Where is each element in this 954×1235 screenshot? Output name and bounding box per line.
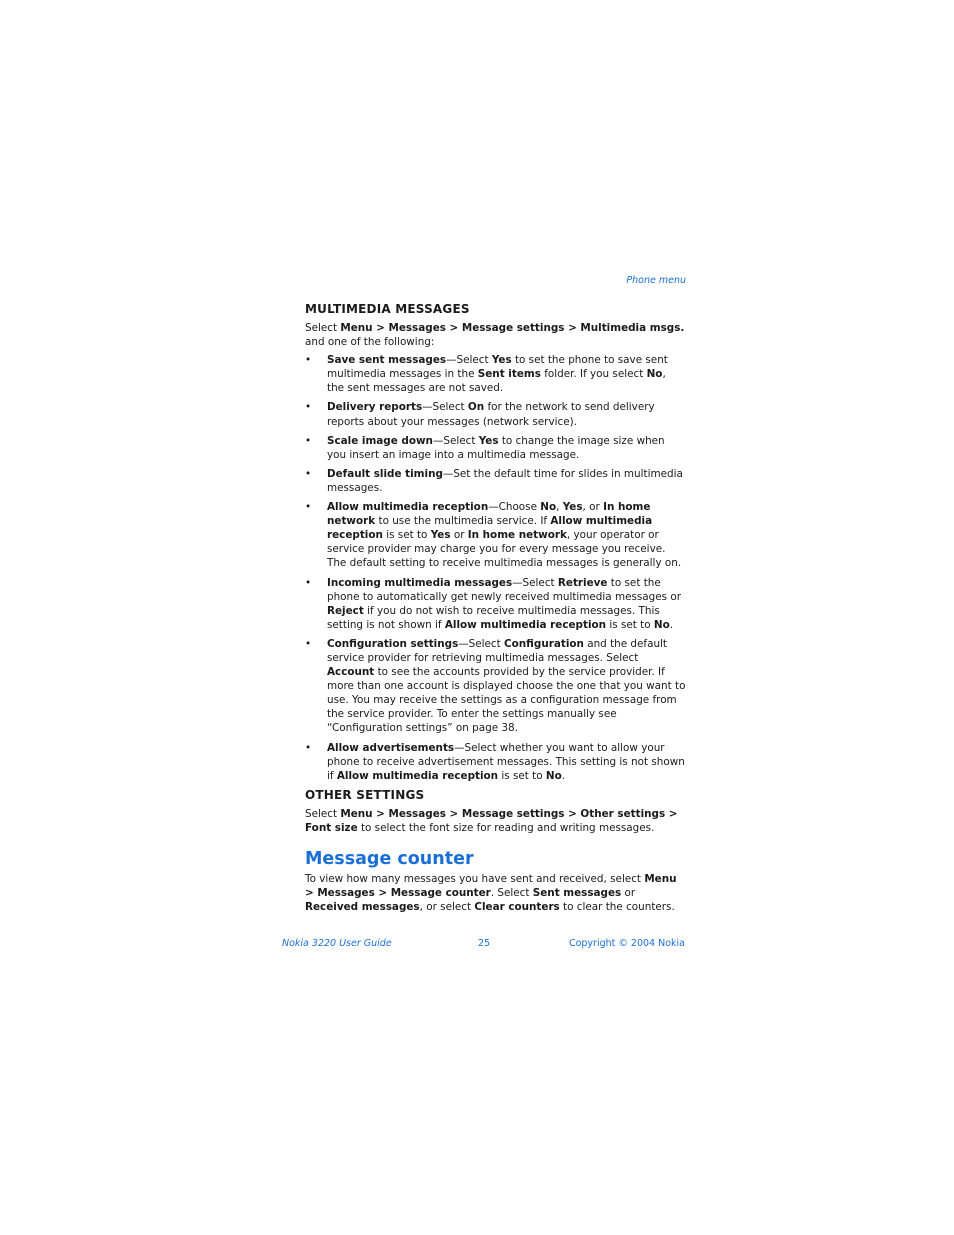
option: Yes: [491, 354, 512, 367]
option: Yes: [478, 434, 499, 447]
multimedia-settings-list: [305, 353, 686, 783]
message-counter-heading: Message counter: [305, 849, 474, 869]
option: Reject: [327, 604, 364, 617]
option: Yes: [430, 529, 451, 542]
bullet-icon: •: [305, 501, 312, 514]
running-header: Phone menu: [626, 275, 686, 286]
option: Account: [327, 666, 375, 679]
option: No: [540, 501, 557, 514]
text: to select the font size for reading and writing messages.: [357, 821, 655, 834]
text: —Select: [432, 434, 479, 447]
text: to change the image size when you insert an image into a multimedia message.: [327, 434, 665, 461]
footer-copyright: Copyright © 2004 Nokia: [568, 938, 685, 949]
text: to see the accounts provided by the service provider. If more than one account is displayed choose the one that you want to use. You may receive the settings as a configuration message from the service provider. To enter the settings manually see “Configuration settings” on page 38.: [327, 666, 686, 735]
text: —Select: [422, 401, 468, 414]
term: Scale image down: [327, 434, 433, 447]
bullet-icon: •: [305, 576, 312, 589]
text: Select: [305, 322, 341, 334]
message-counter-text: [305, 872, 686, 914]
term: Allow multimedia reception: [327, 501, 489, 514]
text: to set the phone to save sent multimedia messages in the: [327, 354, 668, 381]
list-item-save-sent: [305, 353, 686, 395]
option: Allow multimedia reception: [444, 618, 607, 631]
other-settings-heading: OTHER SETTINGS: [305, 787, 425, 802]
text: .: [669, 618, 674, 631]
text: is set to: [382, 529, 431, 542]
text: to use the multimedia service. If: [375, 515, 551, 528]
term: Delivery reports: [327, 401, 423, 414]
term: Default slide timing: [327, 467, 443, 480]
list-item-incoming-messages: [305, 576, 686, 632]
option: No: [646, 368, 663, 381]
menu-path: Menu > Messages > Message counter: [305, 873, 677, 900]
text: , the sent messages are not saved.: [327, 368, 666, 395]
list-item-scale-image: [305, 434, 686, 462]
option: In home network: [327, 501, 651, 528]
option: No: [653, 618, 670, 631]
text: —Select: [512, 576, 558, 589]
bullet-icon: •: [305, 467, 312, 480]
option: Received messages: [305, 901, 420, 914]
option: Configuration: [504, 637, 584, 650]
text: is set to: [606, 618, 654, 631]
text: for the network to send delivery reports about your messages (network service).: [327, 401, 655, 428]
option: Sent messages: [532, 887, 622, 900]
page-content: [305, 302, 686, 914]
option: Retrieve: [557, 576, 608, 589]
term: Incoming multimedia messages: [327, 576, 513, 589]
text: —Select: [446, 354, 492, 367]
list-item-configuration: [305, 637, 686, 736]
text: and the default service provider for retrieving multimedia messages. Select: [327, 637, 667, 664]
text: ,: [556, 501, 563, 514]
option: Allow multimedia reception: [327, 515, 653, 542]
text: Select: [305, 807, 341, 820]
option: Sent items: [477, 368, 541, 381]
text: is set to: [498, 769, 546, 782]
option: Yes: [562, 501, 583, 514]
text: .: [561, 769, 566, 782]
bullet-icon: •: [305, 741, 312, 754]
other-settings-text: [305, 807, 686, 835]
text: , or: [582, 501, 604, 514]
option: Allow multimedia reception: [336, 769, 499, 782]
option: In home network: [467, 529, 567, 542]
bullet-icon: •: [305, 637, 312, 650]
text: folder. If you select: [540, 368, 647, 381]
text: if you do not wish to receive multimedia messages. This setting is not shown if: [327, 604, 660, 631]
option: On: [467, 401, 485, 414]
bullet-icon: •: [305, 401, 312, 414]
list-item-allow-reception: [305, 500, 686, 570]
text: or: [621, 887, 636, 900]
term: Configuration settings: [327, 637, 459, 650]
bullet-icon: •: [305, 354, 312, 367]
menu-path: Menu > Messages > Message settings > Other settings > Font size: [305, 807, 678, 834]
term: Allow advertisements: [327, 741, 455, 754]
text: to set the phone to automatically get newly received multimedia messages or: [327, 576, 682, 603]
option: Clear counters: [474, 901, 560, 914]
text: , your operator or service provider may charge you for every message you receive. The default setting to receive multimedia messages is generally on.: [327, 529, 682, 570]
page-number: 25: [478, 938, 491, 949]
footer-guide-title: Nokia 3220 User Guide: [282, 938, 392, 949]
text: and one of the following:: [305, 336, 435, 349]
text: To view how many messages you have sent and received, select: [305, 873, 645, 885]
list-item-slide-timing: [305, 467, 686, 495]
text: to clear the counters.: [559, 901, 675, 914]
text: —Set the default time for slides in multimedia messages.: [327, 467, 683, 494]
term: Save sent messages: [327, 354, 447, 367]
text: or: [450, 529, 468, 542]
multimedia-intro: [305, 321, 686, 349]
text: . Select: [490, 887, 533, 900]
text: —Choose: [488, 501, 541, 514]
text: —Select: [458, 637, 505, 650]
list-item-advertisements: [305, 741, 686, 783]
multimedia-messages-heading: MULTIMEDIA MESSAGES: [305, 302, 470, 316]
text: , or select: [419, 901, 475, 914]
bullet-icon: •: [305, 434, 312, 447]
text: —Select whether you want to allow your phone to receive advertisement messages. This setting is not shown if: [327, 741, 685, 782]
list-item-delivery-reports: [305, 400, 686, 428]
menu-path: Menu > Messages > Message settings > Multimedia msgs.: [340, 322, 685, 334]
option: No: [545, 769, 562, 782]
